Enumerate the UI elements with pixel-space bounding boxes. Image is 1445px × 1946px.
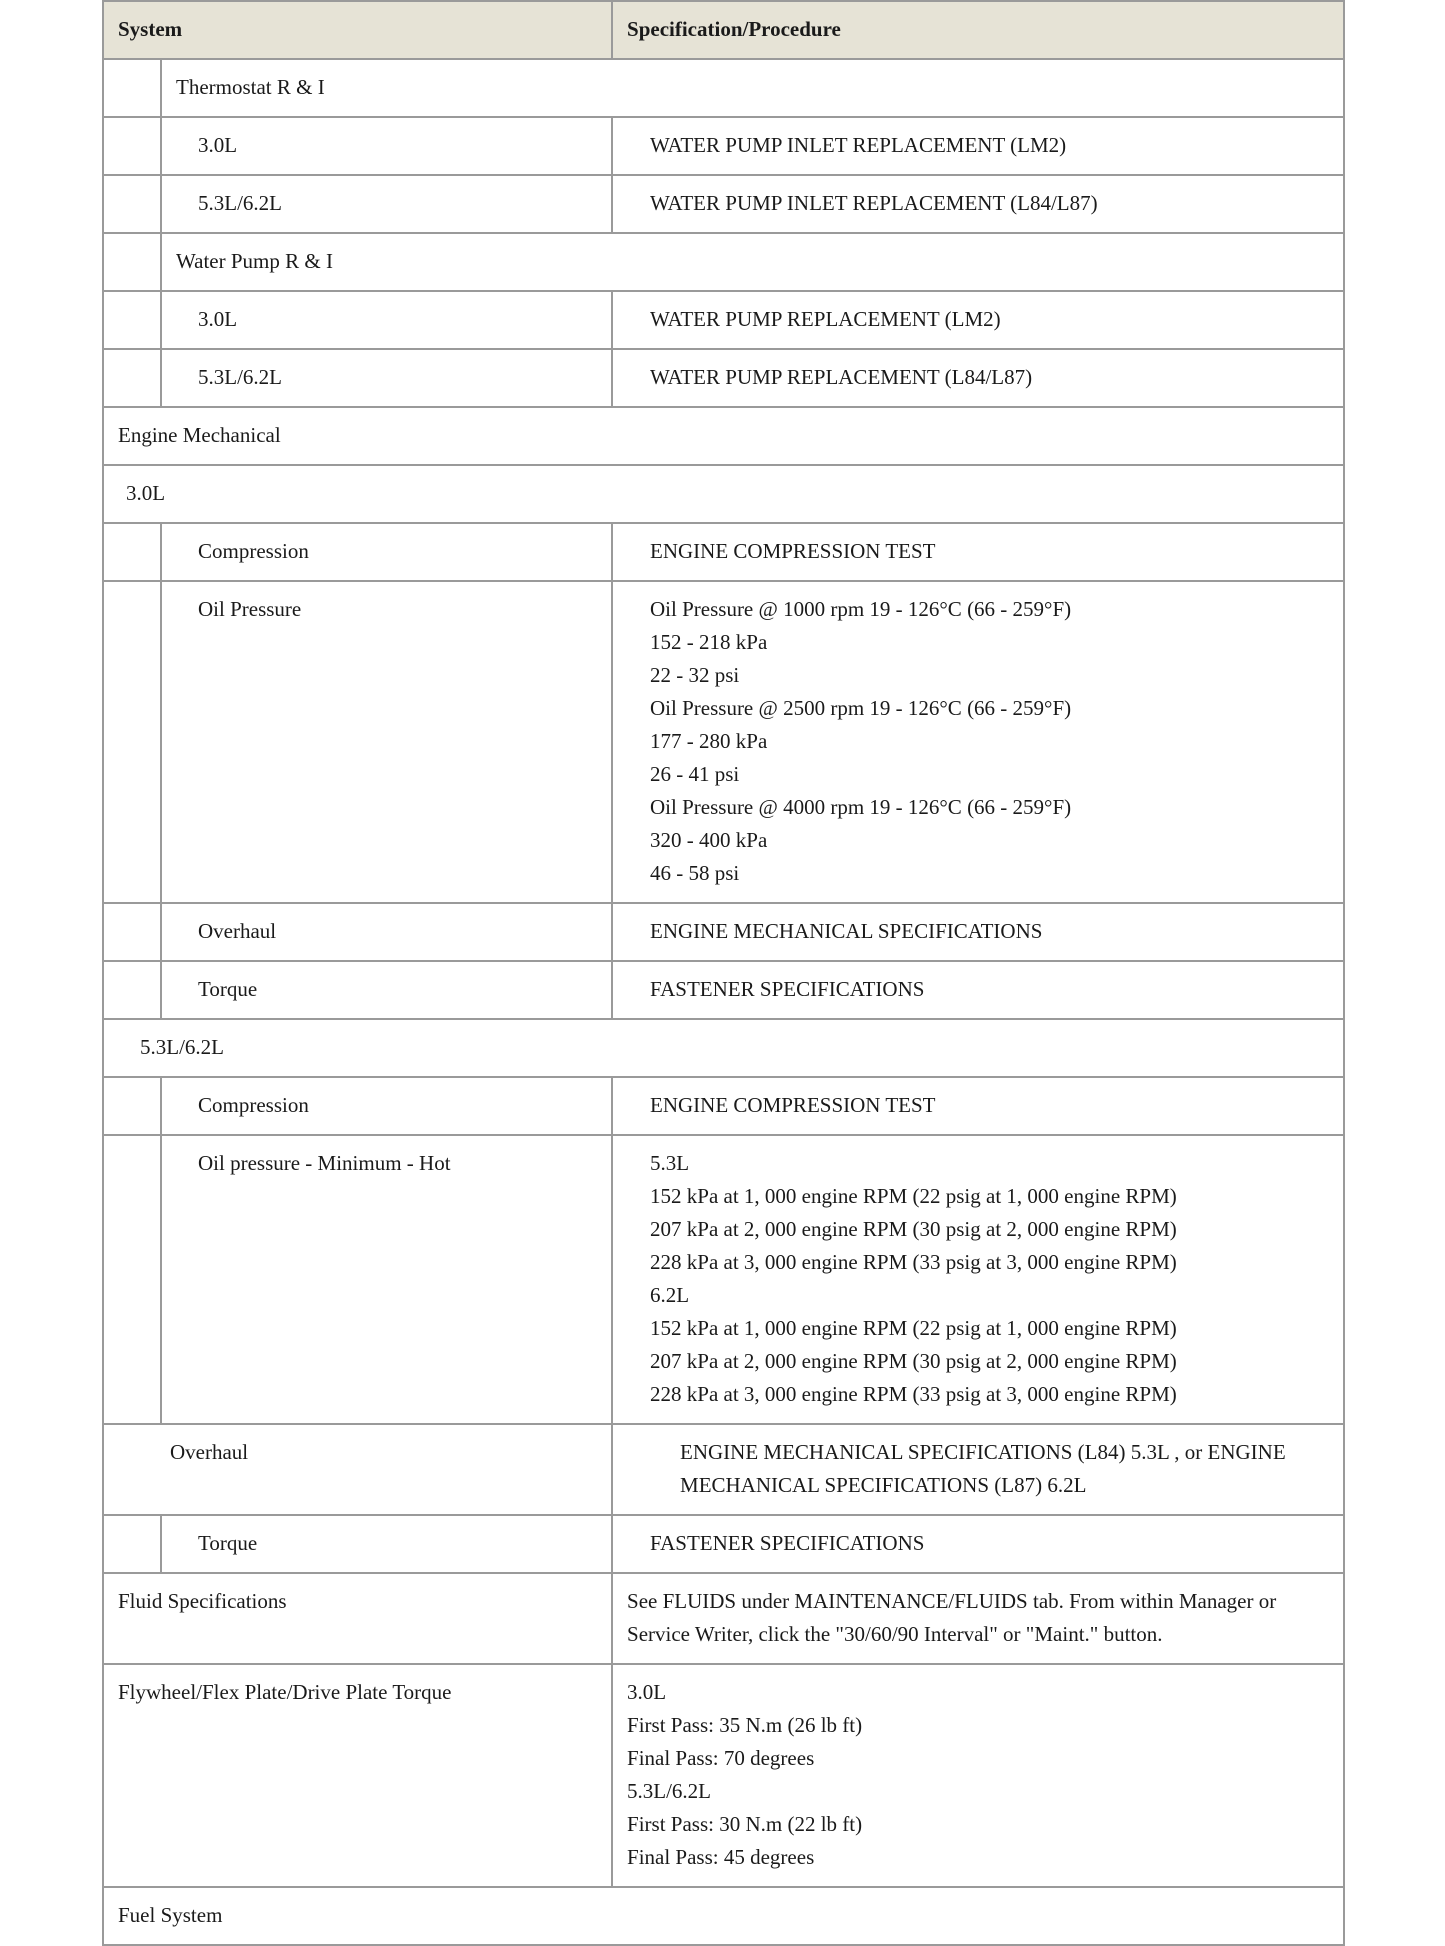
indent-cell: [103, 1077, 161, 1135]
system-cell: 3.0L: [161, 117, 612, 175]
table-row: [103, 1573, 1344, 1664]
spec-line: 46 - 58 psi: [650, 861, 740, 885]
spec-cell: ENGINE COMPRESSION TEST: [612, 1077, 1344, 1135]
system-cell: Fluid Specifications: [103, 1573, 612, 1664]
subsection-label: 3.0L: [103, 465, 1344, 523]
indent-cell: [103, 349, 161, 407]
indent-cell: [103, 1135, 161, 1424]
spec-line: 152 kPa at 1, 000 engine RPM (22 psig at 1, 000 engine RPM): [650, 1316, 1177, 1340]
spec-line: 177 - 280 kPa: [650, 729, 768, 753]
spec-line: 6.2L: [650, 1283, 690, 1307]
spec-cell: WATER PUMP INLET REPLACEMENT (LM2): [612, 117, 1344, 175]
header-spec: Specification/Procedure: [612, 1, 1344, 59]
indent-cell: [103, 59, 161, 117]
table-row: [103, 903, 1344, 961]
table-row: [103, 581, 1344, 903]
section-label: Fuel System: [103, 1887, 1344, 1945]
system-cell: Compression: [161, 523, 612, 581]
spec-cell: See FLUIDS under MAINTENANCE/FLUIDS tab. From within Manager or Service Writer, click the "30/60/90 Interval" or "Maint." button.: [612, 1573, 1344, 1664]
spec-cell: ENGINE MECHANICAL SPECIFICATIONS: [612, 903, 1344, 961]
spec-cell: FASTENER SPECIFICATIONS: [612, 1515, 1344, 1573]
header-system: System: [103, 1, 612, 59]
spec-cell: [612, 1664, 1344, 1887]
system-cell: Overhaul: [103, 1424, 612, 1515]
table-row: [103, 961, 1344, 1019]
spec-cell: WATER PUMP REPLACEMENT (LM2): [612, 291, 1344, 349]
system-cell: Overhaul: [161, 903, 612, 961]
spec-line: 5.3L: [650, 1151, 690, 1175]
indent-cell: [103, 903, 161, 961]
indent-cell: [103, 961, 161, 1019]
system-cell: 3.0L: [161, 291, 612, 349]
table-row: [103, 1019, 1344, 1077]
spec-cell: FASTENER SPECIFICATIONS: [612, 961, 1344, 1019]
spec-line: 22 - 32 psi: [650, 663, 740, 687]
table-row: [103, 117, 1344, 175]
table-row: [103, 1515, 1344, 1573]
table-row: [103, 175, 1344, 233]
spec-line: Final Pass: 70 degrees: [627, 1746, 815, 1770]
spec-line: 3.0L: [627, 1680, 667, 1704]
section-label: Engine Mechanical: [103, 407, 1344, 465]
spec-line: 207 kPa at 2, 000 engine RPM (30 psig at 2, 000 engine RPM): [650, 1349, 1177, 1373]
table-row: [103, 233, 1344, 291]
group-label: Thermostat R & I: [161, 59, 1344, 117]
spec-cell: [612, 581, 1344, 903]
table-row: [103, 291, 1344, 349]
indent-cell: [103, 1515, 161, 1573]
table-row: [103, 59, 1344, 117]
table-row: [103, 1135, 1344, 1424]
table-row: [103, 1887, 1344, 1945]
indent-cell: [103, 581, 161, 903]
spec-cell: ENGINE MECHANICAL SPECIFICATIONS (L84) 5.3L , or ENGINE MECHANICAL SPECIFICATIONS (L87) 6.2L: [612, 1424, 1344, 1515]
system-cell: Compression: [161, 1077, 612, 1135]
group-label: Water Pump R & I: [161, 233, 1344, 291]
spec-line: First Pass: 30 N.m (22 lb ft): [627, 1812, 863, 1836]
spec-line: 152 - 218 kPa: [650, 630, 768, 654]
spec-cell: WATER PUMP REPLACEMENT (L84/L87): [612, 349, 1344, 407]
indent-cell: [103, 523, 161, 581]
indent-cell: [103, 175, 161, 233]
table-row: [103, 1424, 1344, 1515]
system-cell: Torque: [161, 961, 612, 1019]
table-row: [103, 1077, 1344, 1135]
spec-cell: WATER PUMP INLET REPLACEMENT (L84/L87): [612, 175, 1344, 233]
system-cell: 5.3L/6.2L: [161, 349, 612, 407]
system-cell: Oil Pressure: [161, 581, 612, 903]
specification-table: [102, 0, 1345, 1946]
subsection-label: 5.3L/6.2L: [103, 1019, 1344, 1077]
spec-line: Final Pass: 45 degrees: [627, 1845, 815, 1869]
table-row: [103, 407, 1344, 465]
table-row: [103, 465, 1344, 523]
spec-line: Oil Pressure @ 1000 rpm 19 - 126°C (66 - 259°F): [650, 597, 1072, 621]
spec-line: Oil Pressure @ 4000 rpm 19 - 126°C (66 - 259°F): [650, 795, 1072, 819]
spec-cell: [612, 1135, 1344, 1424]
system-cell: Oil pressure - Minimum - Hot: [161, 1135, 612, 1424]
indent-cell: [103, 117, 161, 175]
spec-cell: ENGINE COMPRESSION TEST: [612, 523, 1344, 581]
spec-line: 207 kPa at 2, 000 engine RPM (30 psig at 2, 000 engine RPM): [650, 1217, 1177, 1241]
indent-cell: [103, 291, 161, 349]
system-cell: 5.3L/6.2L: [161, 175, 612, 233]
spec-line: 152 kPa at 1, 000 engine RPM (22 psig at 1, 000 engine RPM): [650, 1184, 1177, 1208]
table-row: [103, 1664, 1344, 1887]
system-cell: Flywheel/Flex Plate/Drive Plate Torque: [103, 1664, 612, 1887]
spec-line: 228 kPa at 3, 000 engine RPM (33 psig at 3, 000 engine RPM): [650, 1250, 1177, 1274]
indent-cell: [103, 233, 161, 291]
spec-line: 26 - 41 psi: [650, 762, 740, 786]
table-row: [103, 349, 1344, 407]
spec-line: 5.3L/6.2L: [627, 1779, 712, 1803]
system-cell: Torque: [161, 1515, 612, 1573]
spec-line: 228 kPa at 3, 000 engine RPM (33 psig at 3, 000 engine RPM): [650, 1382, 1177, 1406]
table-row: [103, 523, 1344, 581]
spec-line: Oil Pressure @ 2500 rpm 19 - 126°C (66 - 259°F): [650, 696, 1072, 720]
spec-line: First Pass: 35 N.m (26 lb ft): [627, 1713, 863, 1737]
spec-line: 320 - 400 kPa: [650, 828, 768, 852]
table-header-row: [103, 1, 1344, 59]
